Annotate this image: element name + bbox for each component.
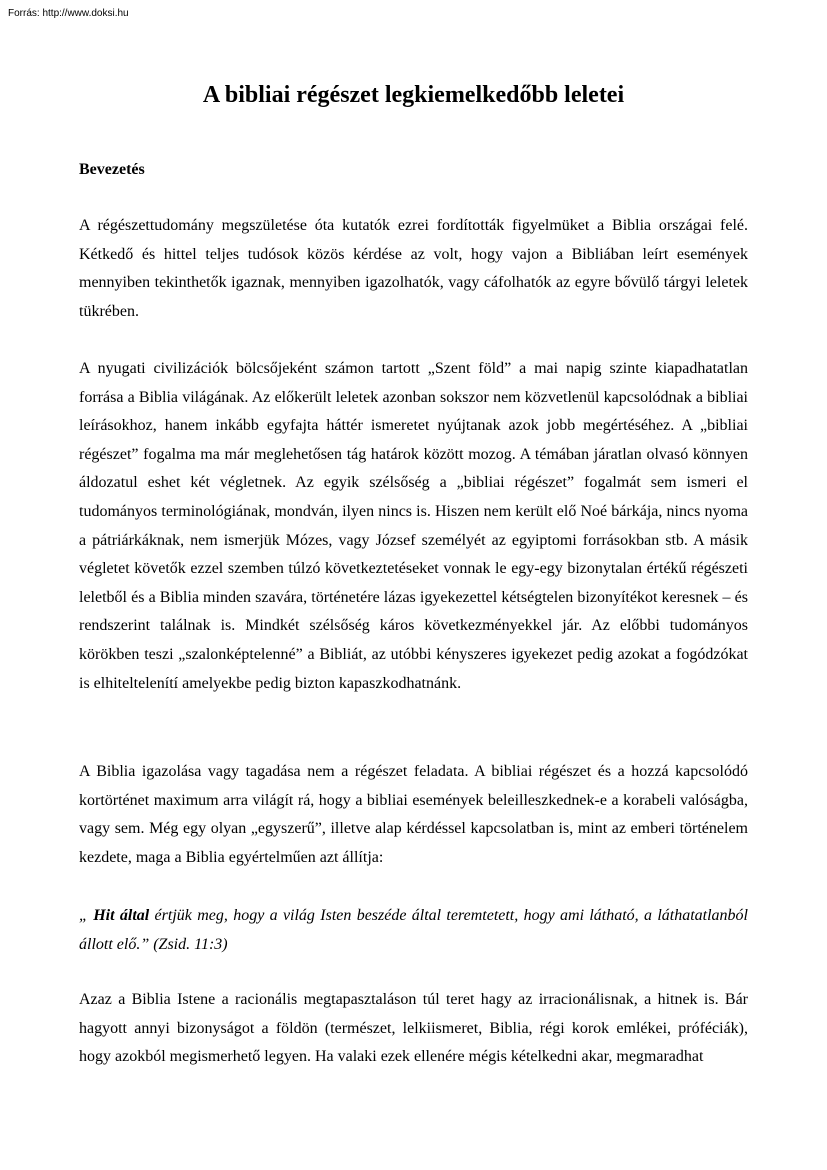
bible-quote [79, 902, 748, 959]
paragraph-holy-land: A nyugati civilizációk bölcsőjeként számon tartott „Szent föld” a mai napig szinte kiapadhatatlan forrása a Biblia világának. Az előkerült leletek azonban sokszor nem közvetlenül kapcsolódnak a bibliai leírásokhoz, hanem inkább egyfajta háttér ismeretet nyújtanak azok jobb megértéséhez. A „bibliai régészet” fogalma ma már meglehetősen tág határok között mozog. A témában járatlan olvasó könnyen áldozatul eshet két végletnek. Az egyik szélsőség a „bibliai régészet” fogalmát sem ismeri el tudományos terminológiának, mondván, ilyen nincs is. Hiszen nem került elő Noé bárkája, nincs nyoma a pátriárkáknak, nem ismerjük Mózes, vagy József személyét az egyiptomi forrásokban stb. A másik végletet követők ezzel szemben túlzó következtetéseket vonnak le egy-egy bizonytalan értékű régészeti leletből és a Biblia minden szavára, történetére lázas igyekezettel kétségtelen bizonyítékot keresnek – és rendszerint találnak is. Mindkét szélsőség káros következményekkel jár. Az előbbi tudományos körökben teszi „szalonképtelenné” a Bibliát, az utóbbi kényszeres igyekezet pedig azokat a fogódzókat is elhiteltelenítí amelyekbe pedig bizton kapaszkodhatnánk. [79, 360, 748, 692]
document-title: A bibliai régészet legkiemelkedőbb leletei [202, 82, 625, 108]
section-heading: Bevezetés [79, 161, 145, 178]
quote-bold-phrase: Hit által [93, 907, 150, 924]
source-line: Forrás: http://www.doksi.hu [8, 8, 129, 19]
paragraph-archaeology-role: A Biblia igazolása vagy tagadása nem a régészet feladata. A bibliai régészet és a hozzá kapcsolódó kortörténet maximum arra világít rá, hogy a bibliai események beleilleszkednek-e a korabeli valóságba, vagy sem. Még egy olyan „egyszerű”, illetve alap kérdéssel kapcsolatban is, mint az emberi történelem kezdete, maga a Biblia egyértelműen azt állítja: [79, 763, 748, 866]
paragraph-faith: Azaz a Biblia Istene a racionális megtapasztaláson túl teret hagy az irracionálisnak, a hitnek is. Bár hagyott annyi bizonyságot a földön (természet, lelkiismeret, Biblia, régi korok emlékei, próféciák), hogy azokból megismerhető legyen. Ha valaki ezek ellenére mégis kételkedni akar, megmaradhat [79, 991, 748, 1066]
quote-open: „ [79, 907, 94, 924]
paragraph-intro: A régészettudomány megszületése óta kutatók ezrei fordították figyelmüket a Biblia országai felé. Kétkedő és hittel teljes tudósok közös kérdése az volt, hogy vajon a Bibliában leírt események mennyiben tekinthetők igaznak, mennyiben igazolhatók, vagy cáfolhatók az egyre bővülő tárgyi leletek tükrében. [79, 217, 748, 320]
quote-text: értjük meg, hogy a világ Isten beszéde által teremtetett, hogy ami látható, a láthatatlanból állott elő.” (Zsid. 11:3) [79, 907, 748, 953]
